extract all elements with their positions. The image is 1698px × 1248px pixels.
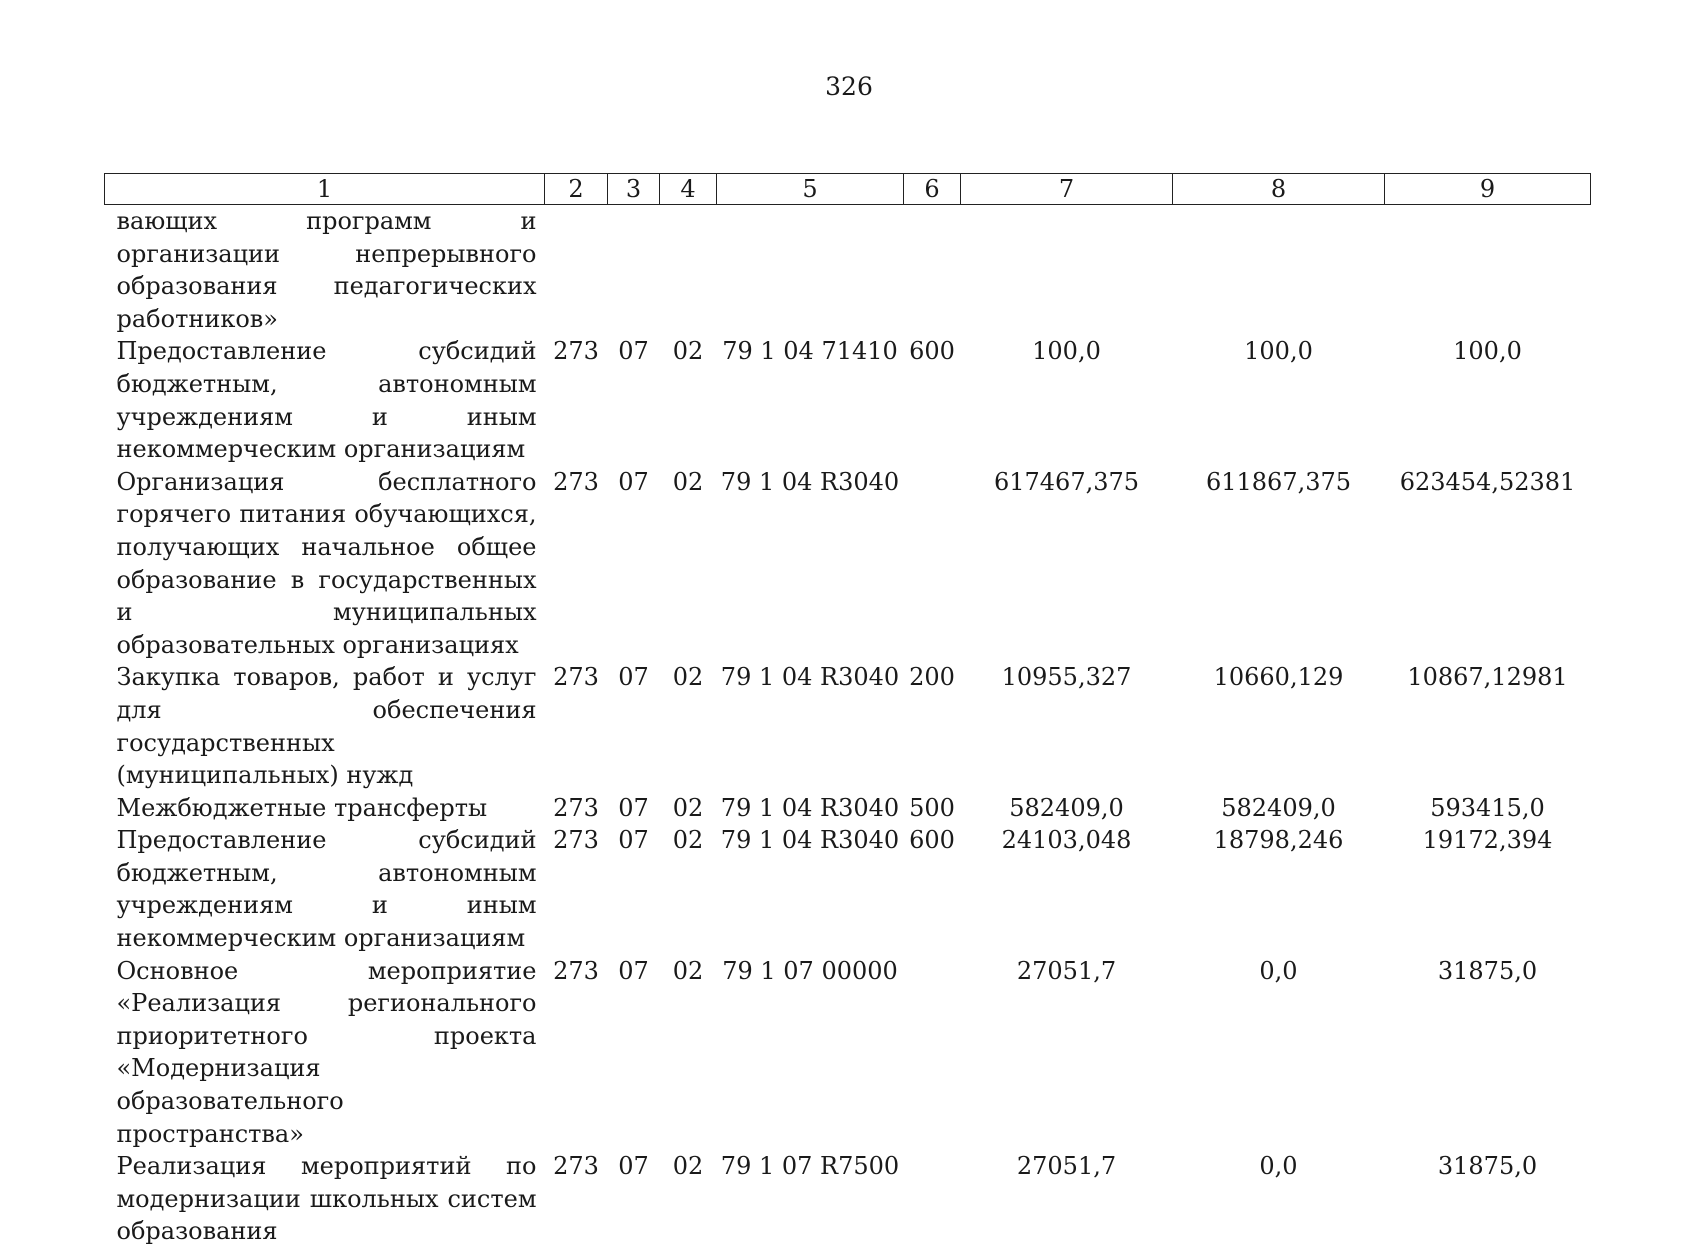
column-header: 6 [904, 174, 961, 205]
section-cell: 07 [618, 337, 649, 366]
subsection-cell: 02 [672, 956, 704, 985]
admin-code-cell: 273 [553, 663, 599, 692]
table-row [105, 1150, 1591, 1248]
amount-col9-cell: 31875,0 [1437, 956, 1538, 985]
admin-code-cell: 273 [553, 826, 599, 855]
subsection-cell: 02 [672, 663, 704, 692]
amount-col7-cell: 24103,048 [1001, 826, 1132, 855]
section-cell: 07 [618, 793, 649, 822]
target-article-cell: 79 1 07 R7500 [720, 1152, 900, 1181]
row-description: Закупка товаров, работ и услуг для обеспечения государственных (муниципальных) нужд [116, 663, 537, 790]
amount-col8-cell: 0,0 [1259, 956, 1298, 985]
target-article-cell: 79 1 04 R3040 [720, 663, 900, 692]
row-description: Предоставление субсидий бюджетным, автономным учреждениям и иным некоммерческим организациям [116, 337, 537, 464]
admin-code-cell: 273 [553, 467, 599, 496]
table-row [105, 205, 1591, 336]
row-description: вающих программ и организации непрерывного образования педагогических работников» [116, 207, 537, 333]
amount-col9-cell: 10867,12981 [1407, 663, 1568, 692]
subsection-cell: 02 [672, 467, 704, 496]
column-header: 8 [1173, 174, 1385, 205]
table-row [105, 955, 1591, 1151]
table-row [105, 466, 1591, 662]
subsection-cell [660, 205, 717, 336]
column-header: 4 [660, 174, 717, 205]
amount-col7-cell [961, 205, 1173, 336]
table-header-row [105, 174, 1591, 205]
amount-col9-cell: 19172,394 [1422, 826, 1553, 855]
target-article-cell: 79 1 04 R3040 [720, 467, 900, 496]
row-description: Основное мероприятие «Реализация регионального приоритетного проекта «Модернизация образовательного пространства» [116, 956, 537, 1148]
amount-col7-cell: 617467,375 [993, 467, 1140, 496]
admin-code-cell [545, 205, 608, 336]
admin-code-cell: 273 [553, 956, 599, 985]
row-description: Предоставление субсидий бюджетным, автономным учреждениям и иным некоммерческим организациям [116, 826, 537, 953]
table-row [105, 661, 1591, 791]
section-cell: 07 [618, 956, 649, 985]
expense-type-cell [904, 205, 961, 336]
target-article-cell: 79 1 04 R3040 [720, 826, 900, 855]
amount-col8-cell: 582409,0 [1221, 793, 1336, 822]
subsection-cell: 02 [672, 337, 704, 366]
subsection-cell: 02 [672, 826, 704, 855]
amount-col8-cell: 611867,375 [1205, 467, 1352, 496]
admin-code-cell: 273 [553, 793, 599, 822]
amount-col9-cell: 623454,52381 [1399, 467, 1576, 496]
expense-type-cell [904, 466, 961, 662]
section-cell: 07 [618, 467, 649, 496]
admin-code-cell: 273 [553, 1152, 599, 1181]
amount-col9-cell: 593415,0 [1430, 793, 1545, 822]
section-cell: 07 [618, 663, 649, 692]
amount-col9-cell: 31875,0 [1437, 1152, 1538, 1181]
amount-col9-cell: 100,0 [1453, 337, 1522, 366]
expense-type-cell [904, 1150, 961, 1248]
amount-col7-cell: 27051,7 [1016, 1152, 1117, 1181]
expense-type-cell: 200 [909, 663, 955, 692]
page-number: 326 [825, 72, 873, 101]
expense-type-cell: 600 [909, 337, 955, 366]
amount-col8-cell [1173, 205, 1385, 336]
column-header: 2 [545, 174, 608, 205]
admin-code-cell: 273 [553, 337, 599, 366]
amount-col9-cell [1385, 205, 1591, 336]
column-header: 7 [961, 174, 1173, 205]
table-row [105, 335, 1591, 465]
row-description: Межбюджетные трансферты [116, 793, 488, 822]
amount-col8-cell: 0,0 [1259, 1152, 1298, 1181]
target-article-cell: 79 1 04 R3040 [720, 793, 900, 822]
amount-col8-cell: 18798,246 [1213, 826, 1344, 855]
amount-col7-cell: 27051,7 [1016, 956, 1117, 985]
amount-col8-cell: 10660,129 [1213, 663, 1344, 692]
section-cell: 07 [618, 826, 649, 855]
table-row [105, 824, 1591, 954]
table-row [105, 792, 1591, 825]
target-article-cell [717, 205, 904, 336]
row-description: Организация бесплатного горячего питания обучающихся, получающих начальное общее образование в государственных и муниципальных образовательных организациях [116, 467, 537, 659]
subsection-cell: 02 [672, 1152, 704, 1181]
column-header: 1 [105, 174, 545, 205]
row-description: Реализация мероприятий по модернизации школьных систем образования [116, 1152, 537, 1246]
target-article-cell: 79 1 04 71410 [722, 337, 898, 366]
amount-col7-cell: 582409,0 [1009, 793, 1124, 822]
expense-type-cell: 500 [909, 793, 955, 822]
expense-type-cell [904, 955, 961, 1151]
section-cell [608, 205, 660, 336]
column-header: 5 [717, 174, 904, 205]
column-header: 9 [1385, 174, 1591, 205]
budget-table [104, 173, 1591, 1248]
target-article-cell: 79 1 07 00000 [722, 956, 898, 985]
subsection-cell: 02 [672, 793, 704, 822]
expense-type-cell: 600 [909, 826, 955, 855]
section-cell: 07 [618, 1152, 649, 1181]
column-header: 3 [608, 174, 660, 205]
amount-col7-cell: 100,0 [1032, 337, 1101, 366]
amount-col8-cell: 100,0 [1244, 337, 1313, 366]
amount-col7-cell: 10955,327 [1001, 663, 1132, 692]
